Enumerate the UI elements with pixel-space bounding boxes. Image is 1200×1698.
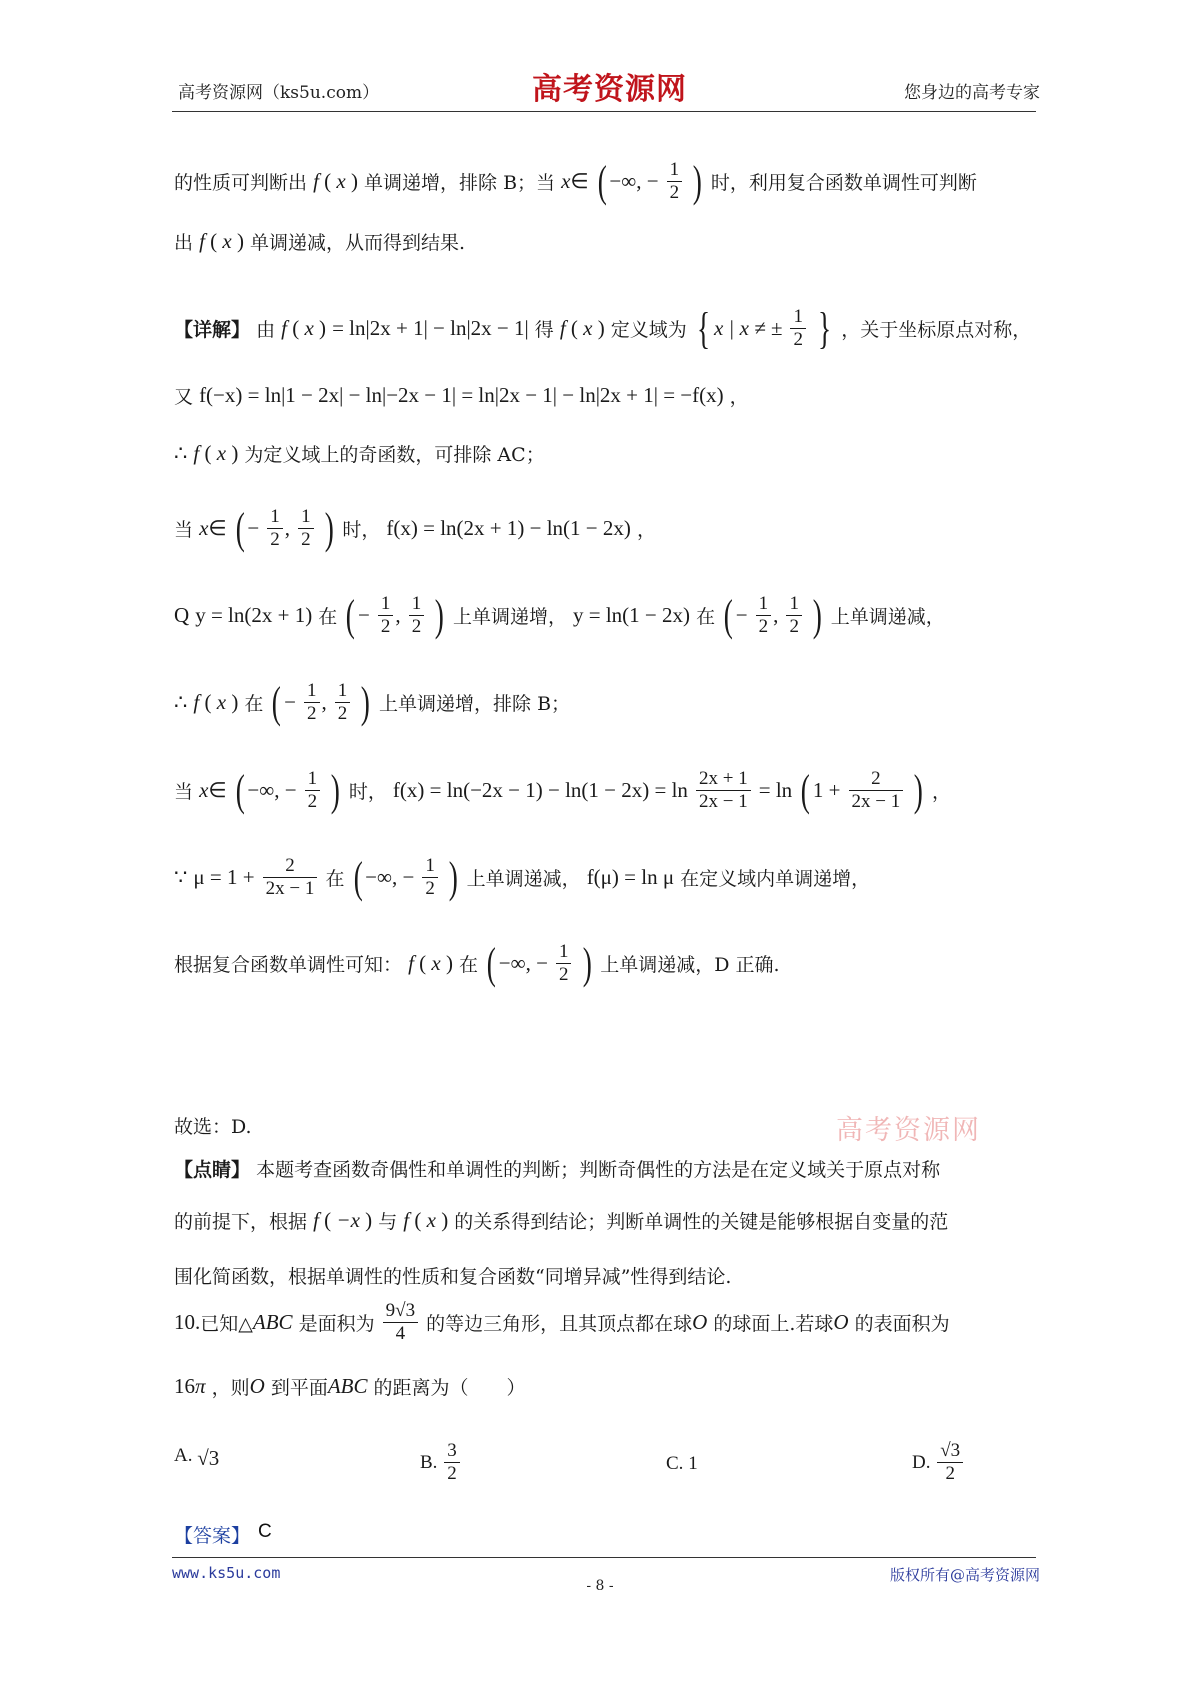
line-10: ∵ μ = 1 + $\frac{2}{2x - 1}$ 在 ( −∞, − $\frac{1}{2}$ ) 上单调递减， f(μ) = ln μ 在定义域内单调递增， [174, 853, 871, 902]
line-11: 根据复合函数单调性可知： f ( x ) 在 ( −∞, − $\frac{1}{2}$ ) 上单调递减，D 正确. [174, 939, 780, 988]
answer-label: 【答案】 [174, 1525, 251, 1547]
line-1: 的性质可判断出 f ( x ) 单调递增，排除 B；当 x∈ ( −∞, − $\frac{1}{2}$ ) 时，利用复合函数单调性可判断 [174, 157, 977, 206]
note-line-1: 【点睛】 本题考查函数奇偶性和单调性的判断；判断奇偶性的方法是在定义域关于原点对称 [174, 1159, 941, 1181]
note-line-2: 的前提下，根据 f ( −x ) 与 f ( x ) 的关系得到结论；判断单调性的关键是能够根据自变量的范 [174, 1208, 949, 1233]
line-7: Q y = ln(2x + 1) 在 ( − $\frac{1}{2}$ , $\frac{1}{2}$ ) 上单调递增， y = ln(1 − 2x) 在 ( − $\frac{1}{2}$ , $\frac{1}{2}$ ) 上单调递减， [174, 591, 945, 640]
line-5: ∴ f ( x ) 为定义域上的奇函数，可排除 AC； [174, 441, 545, 466]
header-site-name: 高考资源网（ks5u.com） [178, 83, 380, 103]
header-logo: 高考资源网 [532, 72, 687, 107]
footer-copyright: 版权所有@高考资源网 [889, 1566, 1040, 1584]
footer-divider [172, 1557, 1036, 1558]
note-line-3: 围化简函数，根据单调性的性质和复合函数“同增异减”性得到结论. [174, 1266, 732, 1288]
answer-value: C [258, 1521, 272, 1542]
line-6: 当 x∈ ( − $\frac{1}{2}$ , $\frac{1}{2}$ ) 时， f(x) = ln(2x + 1) − ln(1 − 2x) ， [174, 504, 656, 553]
header-slogan: 您身边的高考专家 [904, 83, 1040, 103]
option-a: A. √3 [174, 1444, 220, 1470]
question-10-line-1: 10.已知△ABC 是面积为 $\frac{9√3}{4}$ 的等边三角形，且其顶点都在球O 的球面上.若球O 的表面积为 [174, 1300, 950, 1344]
line-3: 【详解】 由 f ( x ) = ln|2x + 1| − ln|2x − 1| 得 f ( x ) 定义域为 { x | x ≠ ± $\frac{1}{2}$ } ，关于坐标原点对称， [174, 304, 1032, 353]
option-d: D. $\frac{√3}{2}$ [912, 1440, 965, 1486]
line-12: 故选：D. [174, 1116, 252, 1138]
watermark: 高考资源网 [836, 1115, 981, 1146]
question-10-line-2: 16π ，则O 到平面ABC 的距离为（ ） [174, 1374, 526, 1399]
line-9: 当 x∈ ( −∞, − $\frac{1}{2}$ ) 时， f(x) = ln(−2x − 1) − ln(1 − 2x) = ln $\frac{2x + 1}{2x - 1}$ = ln ( 1 + $\frac{2}{2x - 1}$ ) ， [174, 766, 952, 815]
page-number: - 8 - [586, 1578, 614, 1594]
footer-site-link[interactable]: www.ks5u.com [172, 1564, 281, 1582]
line-2: 出 f ( x ) 单调递减，从而得到结果. [174, 229, 466, 254]
line-4: 又 f(−x) = ln|1 − 2x| − ln|−2x − 1| = ln|2x − 1| − ln|2x + 1| = −f(x) ， [174, 383, 749, 408]
header-divider [172, 111, 1036, 112]
line-8: ∴ f ( x ) 在 ( − $\frac{1}{2}$ , $\frac{1}{2}$ ) 上单调递增，排除 B； [174, 678, 571, 727]
option-c: C. 1 [666, 1452, 698, 1474]
option-b: B. $\frac{3}{2}$ [420, 1440, 462, 1486]
